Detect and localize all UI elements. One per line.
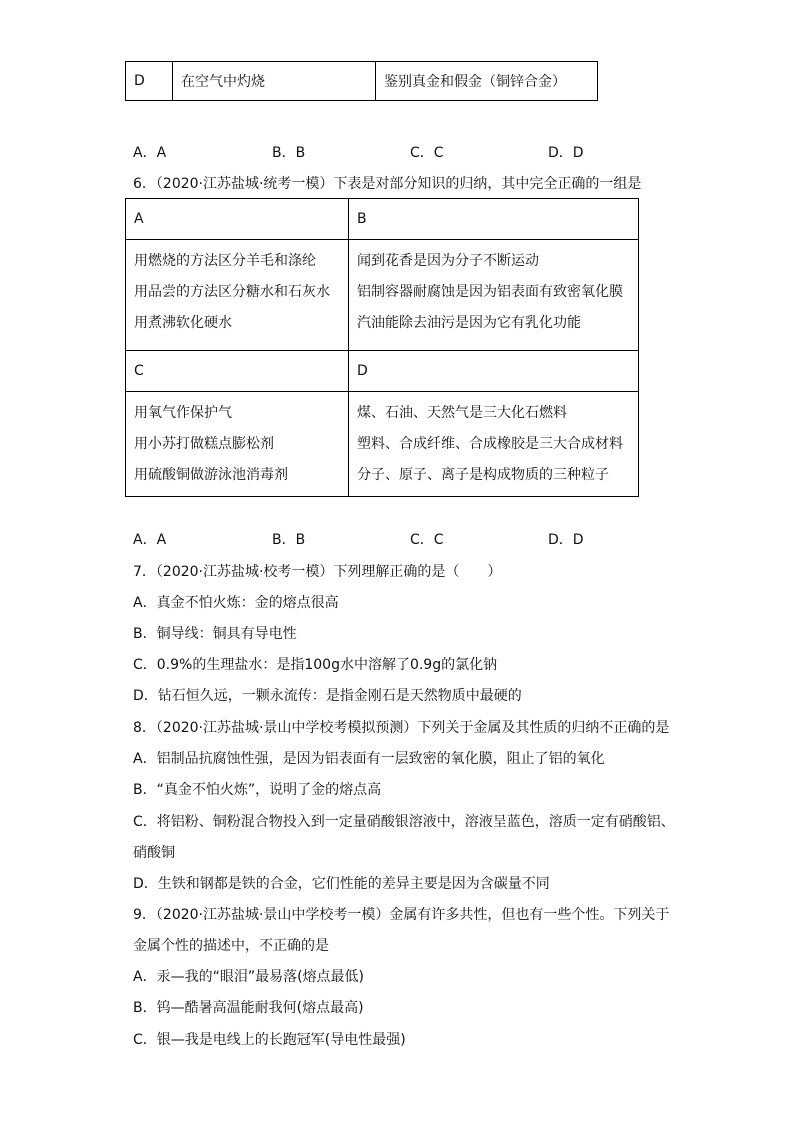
cell-d-label: D [349,351,639,392]
q6-table [125,198,639,497]
cell-line: 铝制容器耐腐蚀是因为铝表面有致密氧化膜 [357,284,623,300]
q9-stem-cont: 金属个性的描述中，不正确的是 [133,938,329,954]
q9-option-b[interactable]: B．钨—酷暑高温能耐我何(熔点最高) [133,1000,364,1016]
purpose-cell: 鉴别真金和假金（铜锌合金） [376,62,598,101]
cell-line: 分子、原子、离子是构成物质的三种粒子 [357,467,609,483]
q7-option-b[interactable]: B．铜导线：铜具有导电性 [133,626,297,642]
option-b[interactable]: B．B [272,532,306,548]
table-row [126,62,598,101]
q8-option-c[interactable]: C．将铝粉、铜粉混合物投入到一定量硝酸银溶液中，溶液呈蓝色，溶质一定有硝酸铝、 [133,814,675,830]
cell-line: 用燃烧的方法区分羊毛和涤纶 [134,253,316,269]
cell-d-content [349,392,639,497]
table-row [126,199,639,240]
cell-a-content [126,240,349,351]
option-d[interactable]: D．D [548,145,584,161]
q8-option-d[interactable]: D．生铁和钢都是铁的合金，它们性能的差异主要是因为含碳量不同 [133,876,550,892]
q7-option-d[interactable]: D．钻石恒久远，一颗永流传：是指金刚石是天然物质中最硬的 [133,688,522,704]
q5-table [125,61,598,101]
cell-line: 用硫酸铜做游泳池消毒剂 [134,467,288,483]
q7-option-c[interactable]: C．0.9%的生理盐水：是指100g水中溶解了0.9g的氯化钠 [133,657,498,673]
option-c[interactable]: C．C [410,532,444,548]
table-row [126,351,639,392]
cell-line: 用氧气作保护气 [134,405,232,421]
q8-stem: 8．（2020·江苏盐城·景山中学校考模拟预测）下列关于金属及其性质的归纳不正确的是 [133,720,670,736]
q9-stem: 9．（2020·江苏盐城·景山中学校考一模）金属有许多共性，但也有一些个性。下列关于 [133,907,670,923]
q7-stem: 7．（2020·江苏盐城·校考一模）下列理解正确的是（ ） [133,564,502,580]
cell-line: 塑料、合成纤维、合成橡胶是三大合成材料 [357,436,623,452]
cell-line: 用煮沸软化硬水 [134,315,232,331]
cell-line: 用小苏打做糕点膨松剂 [134,436,274,452]
cell-c-label: C [126,351,349,392]
cell-line: 汽油能除去油污是因为它有乳化功能 [357,315,581,331]
option-d[interactable]: D．D [548,532,584,548]
q9-option-c[interactable]: C．银—我是电线上的长跑冠军(导电性最强) [133,1032,406,1048]
cell-b-content [349,240,639,351]
cell-b-label: B [349,199,639,240]
q7-option-a[interactable]: A．真金不怕火炼：金的熔点很高 [133,595,339,611]
cell-line: 用品尝的方法区分糖水和石灰水 [134,284,330,300]
cell-a-label: A [126,199,349,240]
table-row [126,392,639,497]
cell-line: 闻到花香是因为分子不断运动 [357,253,539,269]
q9-option-a[interactable]: A．汞—我的“眼泪”最易落(熔点最低) [133,969,365,985]
cell-c-content [126,392,349,497]
q6-stem: 6．（2020·江苏盐城·统考一模）下表是对部分知识的归纳，其中完全正确的一组是 [133,176,642,192]
option-a[interactable]: A．A [133,532,167,548]
q8-option-b[interactable]: B．“真金不怕火炼”，说明了金的熔点高 [133,782,382,798]
option-c[interactable]: C．C [410,145,444,161]
q8-option-a[interactable]: A．铝制品抗腐蚀性强，是因为铝表面有一层致密的氧化膜，阻止了铝的氧化 [133,751,605,767]
cell-line: 煤、石油、天然气是三大化石燃料 [357,405,567,421]
q8-option-c-cont: 硝酸铜 [133,845,175,861]
option-b[interactable]: B．B [272,145,306,161]
option-a[interactable]: A．A [133,145,167,161]
row-label: D [126,62,173,101]
table-row [126,240,639,351]
method-cell: 在空气中灼烧 [173,62,376,101]
